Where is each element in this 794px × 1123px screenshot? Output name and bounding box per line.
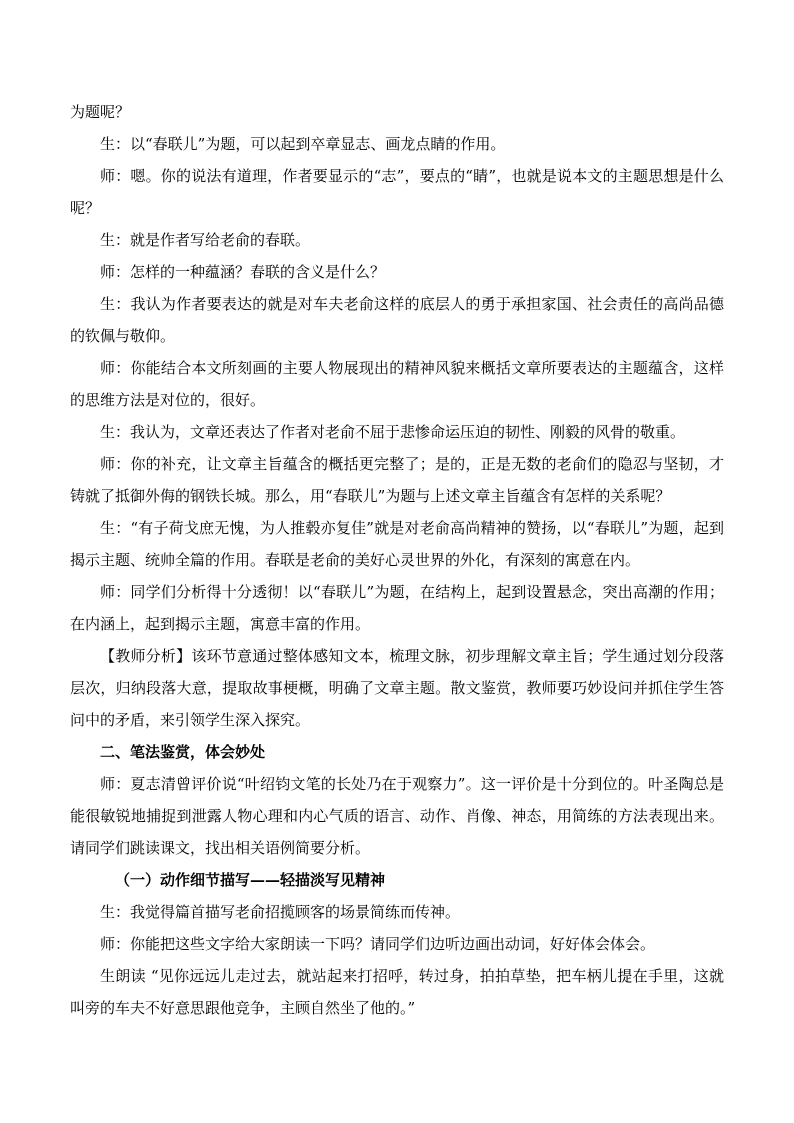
paragraph-student-answer-4: 生：我认为，文章还表达了作者对老俞不屈于悲惨命运压迫的韧性、刚毅的风骨的敬重。 (100, 423, 686, 441)
paragraph-teacher-request: 师：你能把这些文字给大家朗读一下吗？请同学们边听边画出动词，好好体会体会。 (100, 935, 656, 953)
paragraph-student-answer-5: 生：“有子荷戈庶无愧，为人推毂亦复佳”就是对老俞高尚精神的赞扬，以“春联儿”为题，起到揭示主题、统帅全篇的作用。春联是老俞的美好心灵世界的外化，有深刻的寓意在内。 (70, 519, 724, 569)
section-heading: 二、笔法鉴赏，体会妙处 (100, 743, 266, 761)
document-page (70, 96, 724, 1024)
paragraph-student-answer-1: 生：以“春联儿”为题，可以起到卒章显志、画龙点睛的作用。 (100, 135, 506, 153)
paragraph-continuation: 为题呢？ (70, 103, 131, 121)
paragraph-teacher-intro: 师：夏志清曾评价说“叶绍钧文笔的长处乃在于观察力”。这一评价是十分到位的。叶圣陶总是能很敏锐地捕捉到泄露人物心理和内心气质的语言、动作、肖像、神态，用简练的方法表现出来。请同学们跳读课文，找出相关语例简要分析。 (70, 775, 724, 857)
paragraph-student-answer-6: 生：我觉得篇首描写老俞招揽顾客的场景简练而传神。 (100, 903, 461, 921)
paragraph-student-reading: 生朗读 “见你远远儿走过去，就站起来打招呼，转过身，拍拍草垫，把车柄儿提在手里，这就叫旁的车夫不好意思跟他竞争，主顾自然坐了他的。” (70, 967, 724, 1017)
paragraph-teacher-summary: 师：同学们分析得十分透彻！以“春联儿”为题，在结构上，起到设置悬念，突出高潮的作用；在内涵上，起到揭示主题，寓意丰富的作用。 (70, 583, 724, 633)
paragraph-student-answer-2: 生：就是作者写给老俞的春联。 (100, 231, 311, 249)
subsection-heading: （一）动作细节描写——轻描淡写见精神 (115, 871, 386, 889)
paragraph-teacher-comment-1: 师：你能结合本文所刻画的主要人物展现出的精神风貌来概括文章所要表达的主题蕴含，这样的思维方法是对位的，很好。 (70, 359, 724, 409)
paragraph-teacher-analysis: 【教师分析】该环节意通过整体感知文本，梳理文脉，初步理解文章主旨；学生通过划分段落层次，归纳段落大意，提取故事梗概，明确了文章主题。散文鉴赏，教师要巧妙设问并抓住学生答问中的矛盾，来引领学生深入探究。 (70, 647, 724, 729)
paragraph-teacher-comment-2: 师：你的补充，让文章主旨蕴含的概括更完整了；是的，正是无数的老俞们的隐忍与坚韧，才铸就了抵御外侮的钢铁长城。那么，用“春联儿”为题与上述文章主旨蕴含有怎样的关系呢？ (70, 455, 724, 505)
paragraph-student-answer-3: 生：我认为作者要表达的就是对车夫老俞这样的底层人的勇于承担家国、社会责任的高尚品德的钦佩与敬仰。 (70, 295, 724, 345)
paragraph-teacher-question-1: 师：嗯。你的说法有道理，作者要显示的“志”，要点的“睛”，也就是说本文的主题思想是什么呢？ (70, 167, 724, 217)
paragraph-teacher-question-2: 师：怎样的一种蕴涵？春联的含义是什么？ (100, 263, 386, 281)
